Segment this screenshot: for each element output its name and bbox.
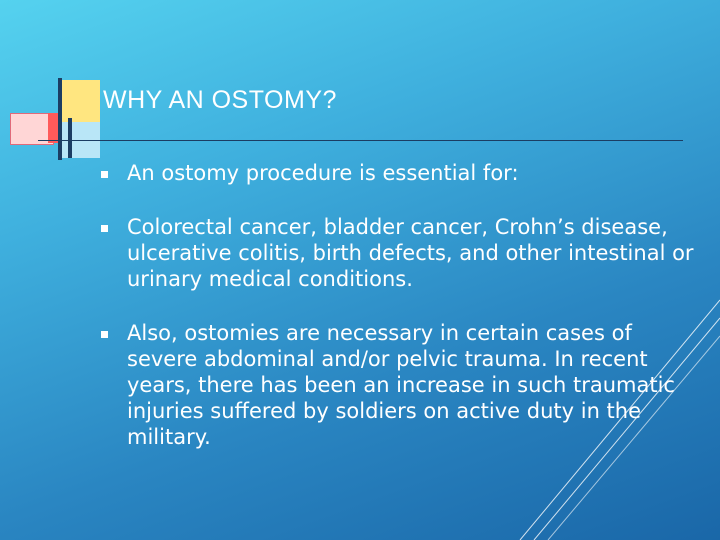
slide-title: WHY AN OSTOMY?: [103, 86, 337, 114]
bullet-text: An ostomy procedure is essential for:: [127, 161, 519, 185]
bullet-text: Colorectal cancer, bladder cancer, Crohn’s disease, ulcerative colitis, birth defects, and other intestinal or urinary medical conditions.: [127, 215, 694, 291]
deco-line-2: [534, 318, 720, 540]
bullet-text: Also, ostomies are necessary in certain cases of severe abdominal and/or pelvic trauma. In recent years, there has been an increase in such traumatic injuries suffered by soldiers on active duty in the military.: [127, 321, 675, 449]
deco-line-1: [520, 300, 720, 540]
deco-line-3: [548, 336, 720, 540]
